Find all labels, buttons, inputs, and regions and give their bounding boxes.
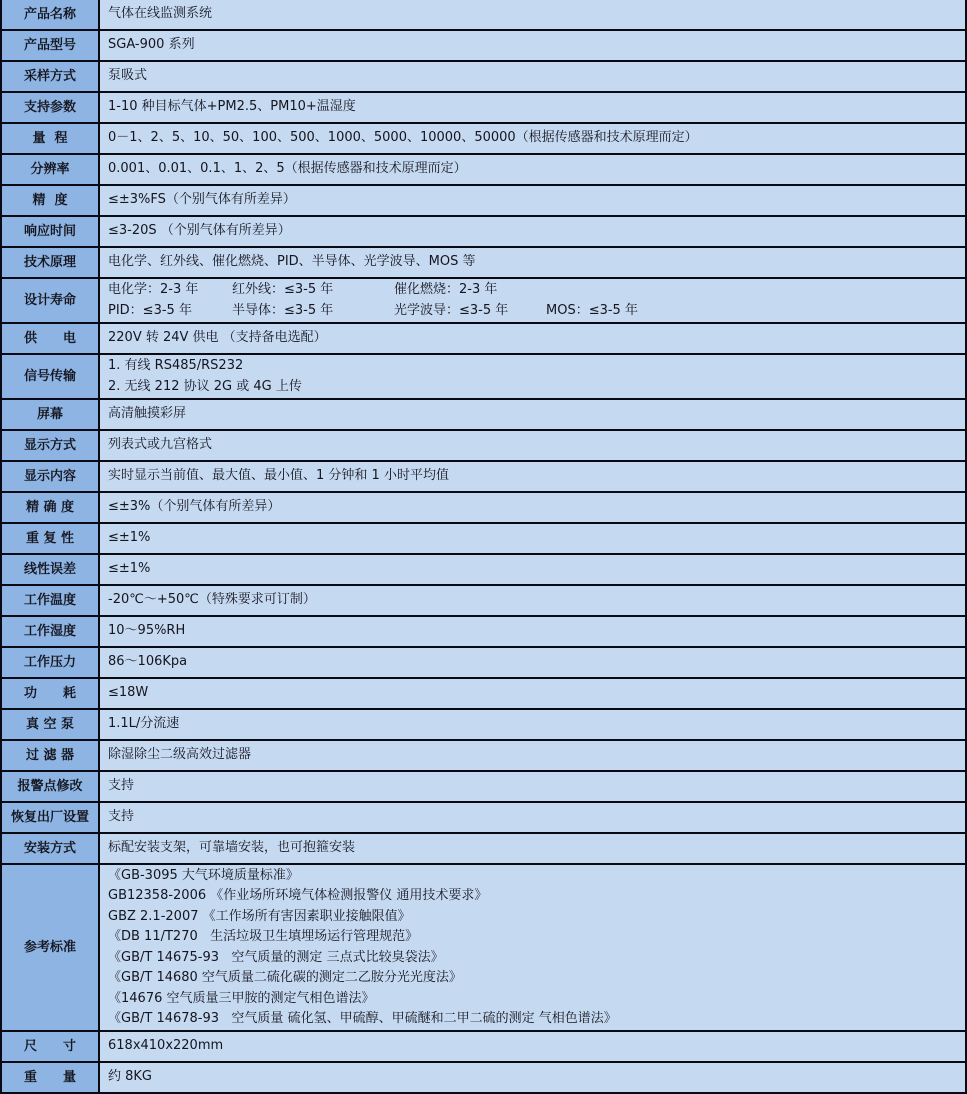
table-row	[2, 1032, 965, 1063]
table-row	[2, 217, 965, 248]
row-label: 产品型号	[2, 31, 100, 60]
row-label: 工作湿度	[2, 617, 100, 646]
lifespan-cell: PID：≤3-5 年	[108, 302, 192, 318]
row-value	[100, 155, 965, 184]
row-value	[100, 679, 965, 708]
row-value	[100, 431, 965, 460]
row-label: 参考标准	[2, 865, 100, 1030]
value-line: 《GB-3095 大气环境质量标准》	[108, 867, 299, 883]
table-row	[2, 772, 965, 803]
table-row	[2, 93, 965, 124]
value-text: ≤±3%（个别气体有所差异）	[108, 499, 281, 515]
row-label: 线性误差	[2, 555, 100, 584]
value-line: GB12358-2006 《作业场所环境气体检测报警仪 通用技术要求》	[108, 888, 488, 903]
table-row	[2, 0, 965, 31]
table-row	[2, 741, 965, 772]
value-text: ≤18W	[108, 685, 149, 701]
lifespan-cell: 光学波导：≤3-5 年	[394, 302, 509, 318]
table-row	[2, 1063, 965, 1094]
value-line: 《DB 11/T270 生活垃圾卫生填埋场运行管理规范》	[108, 929, 419, 944]
row-value	[100, 279, 965, 322]
row-value	[100, 493, 965, 522]
row-value	[100, 355, 965, 398]
value-line: 《GB/T 14680 空气质量二硫化碳的测定二乙胺分光光度法》	[108, 970, 462, 985]
row-label: 量 程	[2, 124, 100, 153]
table-row	[2, 31, 965, 62]
row-label: 真 空 泵	[2, 710, 100, 739]
value-text: ≤3-20S （个别气体有所差异）	[108, 223, 291, 239]
table-row	[2, 865, 965, 1032]
table-row	[2, 279, 965, 324]
table-row	[2, 155, 965, 186]
value-text: 220V 转 24V 供电 （支持备电选配）	[108, 330, 327, 346]
value-line: 《GB/T 14675-93 空气质量的测定 三点式比较臭袋法》	[108, 949, 444, 965]
row-value	[100, 124, 965, 153]
lifespan-cell: MOS：≤3-5 年	[546, 302, 638, 318]
row-label: 技术原理	[2, 248, 100, 277]
table-row	[2, 355, 965, 400]
row-value	[100, 1032, 965, 1061]
row-label: 显示内容	[2, 462, 100, 491]
row-label: 功 耗	[2, 679, 100, 708]
row-value	[100, 741, 965, 770]
row-label: 过 滤 器	[2, 741, 100, 770]
value-text: 1.1L/分流速	[108, 716, 180, 732]
value-text: 实时显示当前值、最大值、最小值、1 分钟和 1 小时平均值	[108, 468, 449, 484]
value-text: SGA-900 系列	[108, 37, 195, 53]
row-value	[100, 462, 965, 491]
table-row	[2, 648, 965, 679]
value-text: 10～95%RH	[108, 623, 186, 639]
row-label: 响应时间	[2, 217, 100, 246]
table-row	[2, 124, 965, 155]
row-label: 安装方式	[2, 834, 100, 863]
row-value	[100, 772, 965, 801]
value-text: 除湿除尘二级高效过滤器	[108, 747, 252, 763]
row-value	[100, 555, 965, 584]
value-text: 电化学、红外线、催化燃烧、PID、半导体、光学波导、MOS 等	[108, 254, 476, 270]
table-row	[2, 324, 965, 355]
row-value	[100, 586, 965, 615]
row-label: 报警点修改	[2, 772, 100, 801]
table-row	[2, 834, 965, 865]
value-text: ≤±1%	[108, 561, 151, 577]
row-value	[100, 217, 965, 246]
row-value	[100, 834, 965, 863]
row-value	[100, 0, 965, 29]
table-row	[2, 431, 965, 462]
row-label: 信号传输	[2, 355, 100, 398]
table-row	[2, 679, 965, 710]
row-value	[100, 1063, 965, 1092]
row-value	[100, 93, 965, 122]
table-row	[2, 400, 965, 431]
table-row	[2, 62, 965, 93]
table-row	[2, 710, 965, 741]
row-value	[100, 31, 965, 60]
lifespan-cell: 电化学：2-3 年	[108, 282, 199, 297]
row-label: 屏幕	[2, 400, 100, 429]
row-value	[100, 400, 965, 429]
row-value	[100, 186, 965, 215]
value-line: 《14676 空气质量三甲胺的测定气相色谱法》	[108, 990, 375, 1006]
row-label: 供 电	[2, 324, 100, 353]
row-value	[100, 803, 965, 832]
value-text: ≤±3%FS（个别气体有所差异）	[108, 192, 296, 208]
lifespan-cell: 催化燃烧：2-3 年	[394, 282, 498, 297]
lifespan-cell	[546, 280, 961, 301]
table-row	[2, 248, 965, 279]
row-label: 恢复出厂设置	[2, 803, 100, 832]
row-value	[100, 248, 965, 277]
row-value	[100, 524, 965, 553]
table-row	[2, 493, 965, 524]
value-line: 1. 有线 RS485/RS232	[108, 358, 244, 373]
value-text: 0.001、0.01、0.1、1、2、5（根据传感器和技术原理而定）	[108, 161, 467, 177]
value-text: 约 8KG	[108, 1069, 153, 1085]
value-text: 86～106Kpa	[108, 654, 188, 670]
row-label: 工作压力	[2, 648, 100, 677]
value-text: 标配安装支架，可靠墙安装，也可抱箍安装	[108, 840, 356, 856]
row-value	[100, 324, 965, 353]
value-line: 《GB/T 14678-93 空气质量 硫化氢、甲硫醇、甲硫醚和二甲二硫的测定 气相色谱法》	[108, 1011, 617, 1026]
table-row	[2, 803, 965, 834]
row-label: 设计寿命	[2, 279, 100, 322]
value-text: 618x410x220mm	[108, 1038, 224, 1054]
row-label: 精 度	[2, 186, 100, 215]
lifespan-cell: 红外线：≤3-5 年	[232, 282, 334, 297]
row-value	[100, 648, 965, 677]
table-row	[2, 617, 965, 648]
row-label: 精 确 度	[2, 493, 100, 522]
row-value	[100, 62, 965, 91]
value-text: -20℃～+50℃（特殊要求可订制）	[108, 592, 316, 608]
value-text: 0－1、2、5、10、50、100、500、1000、5000、10000、50000（根据传感器和技术原理而定）	[108, 130, 698, 146]
row-label: 工作温度	[2, 586, 100, 615]
row-label: 重 复 性	[2, 524, 100, 553]
table-row	[2, 462, 965, 493]
row-value	[100, 710, 965, 739]
row-label: 尺 寸	[2, 1032, 100, 1061]
value-text: 气体在线监测系统	[108, 6, 213, 22]
row-value	[100, 865, 965, 1030]
row-label: 分辨率	[2, 155, 100, 184]
value-text: 1-10 种目标气体+PM2.5、PM10+温湿度	[108, 99, 356, 115]
table-row	[2, 186, 965, 217]
value-text: 列表式或九宫格式	[108, 437, 213, 453]
row-label: 重 量	[2, 1063, 100, 1092]
value-line: 2. 无线 212 协议 2G 或 4G 上传	[108, 378, 302, 394]
lifespan-grid-line	[108, 301, 961, 322]
value-text: 支持	[108, 778, 135, 794]
row-label: 支持参数	[2, 93, 100, 122]
lifespan-cell: 半导体：≤3-5 年	[232, 302, 334, 318]
table-row	[2, 524, 965, 555]
table-row	[2, 586, 965, 617]
lifespan-grid-line	[108, 280, 961, 301]
value-text: ≤±1%	[108, 530, 151, 546]
value-text: 泵吸式	[108, 68, 148, 84]
row-label: 采样方式	[2, 62, 100, 91]
row-value	[100, 617, 965, 646]
value-text: 支持	[108, 809, 135, 825]
table-row	[2, 555, 965, 586]
row-label: 显示方式	[2, 431, 100, 460]
value-line: GBZ 2.1-2007 《工作场所有害因素职业接触限值》	[108, 908, 411, 924]
row-label: 产品名称	[2, 0, 100, 29]
value-text: 高清触摸彩屏	[108, 406, 187, 422]
